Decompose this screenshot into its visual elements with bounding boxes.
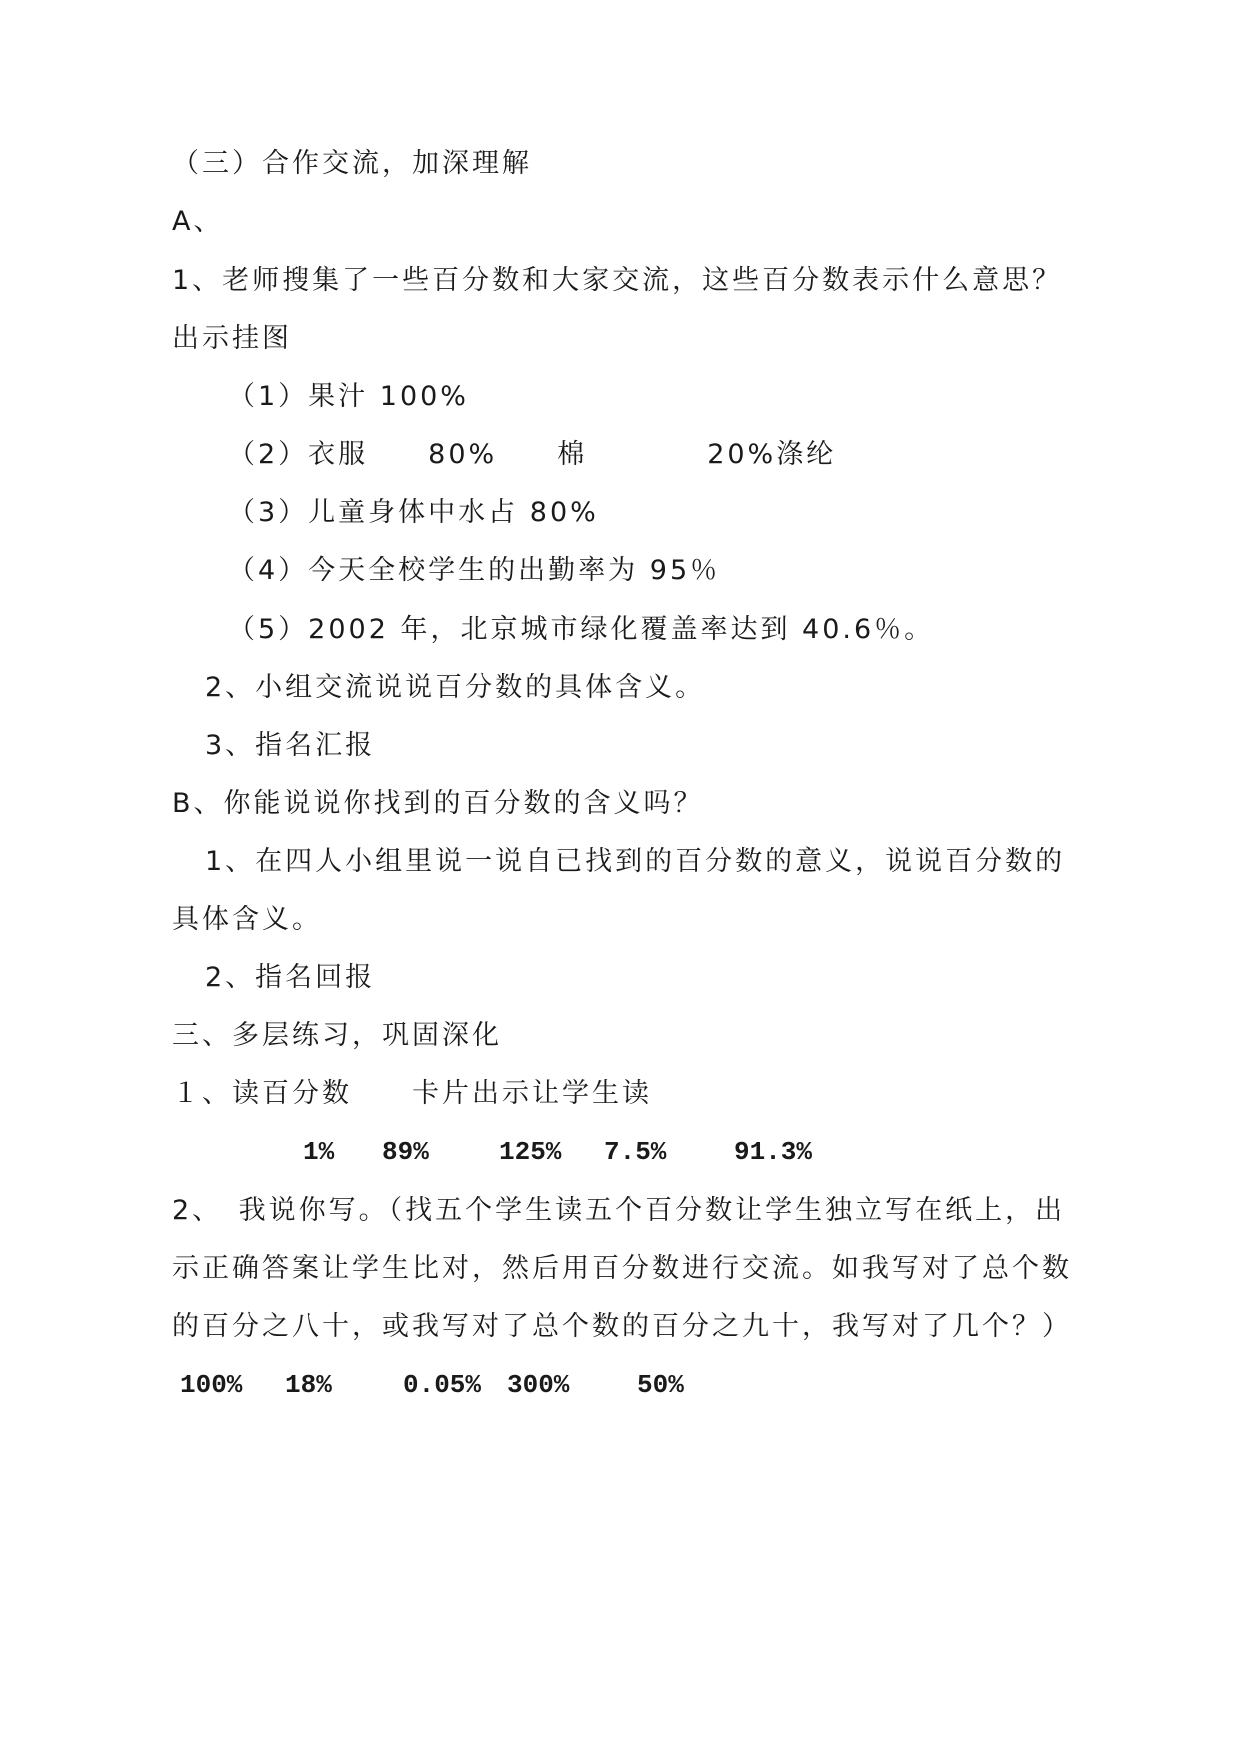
ex1-line: １、读百分数 卡片出示让学生读 xyxy=(172,1078,652,1109)
ex1-number: 7.5% xyxy=(604,1137,667,1167)
ex1-number: 89% xyxy=(382,1137,429,1167)
list-item: （2）衣服 80% 棉 20%涤纶 xyxy=(228,439,837,470)
list-item: （3）儿童身体中水占 80% xyxy=(228,497,599,528)
ex2-number: 0.05% xyxy=(403,1370,482,1400)
ex2-line1: 2、 我说你写。（找五个学生读五个百分数让学生独立写在纸上，出 xyxy=(172,1195,1066,1226)
ex1-numbers xyxy=(0,1136,1241,1168)
ex2-line2: 示正确答案让学生比对，然后用百分数进行交流。如我写对了总个数 xyxy=(172,1253,1072,1284)
a1-line2: 出示挂图 xyxy=(172,323,292,354)
ex2-number: 18% xyxy=(285,1370,332,1400)
a2-line: 2、小组交流说说百分数的具体含义。 xyxy=(205,672,706,703)
ex2-line3: 的百分之八十，或我写对了总个数的百分之九十，我写对了几个？） xyxy=(172,1311,1072,1342)
part-b-label: B、你能说说你找到的百分数的含义吗？ xyxy=(172,788,704,819)
b2-line: 2、指名回报 xyxy=(205,962,376,993)
section3-heading: 三、多层练习，巩固深化 xyxy=(172,1020,502,1051)
section-heading: （三）合作交流，加深理解 xyxy=(172,148,532,179)
list-item: （4）今天全校学生的出勤率为 95％ xyxy=(228,555,721,586)
list-item: （1）果汁 100% xyxy=(228,381,469,412)
ex1-number: 1% xyxy=(303,1137,335,1167)
a3-line: 3、指名汇报 xyxy=(205,730,376,761)
list-item: （5）2002 年，北京城市绿化覆盖率达到 40.6％。 xyxy=(228,614,935,645)
ex2-number: 300% xyxy=(507,1370,570,1400)
part-a-label: A、 xyxy=(172,206,224,237)
ex2-number: 50% xyxy=(637,1370,684,1400)
ex2-number: 100% xyxy=(180,1370,243,1400)
a1-line1: 1、老师搜集了一些百分数和大家交流，这些百分数表示什么意思？ xyxy=(172,265,1063,296)
ex1-number: 125% xyxy=(499,1137,562,1167)
ex2-numbers xyxy=(0,1369,1241,1401)
b1-line1: 1、在四人小组里说一说自已找到的百分数的意义，说说百分数的 xyxy=(205,846,1066,877)
b1-line2: 具体含义。 xyxy=(172,904,322,935)
ex1-number: 91.3% xyxy=(734,1137,813,1167)
